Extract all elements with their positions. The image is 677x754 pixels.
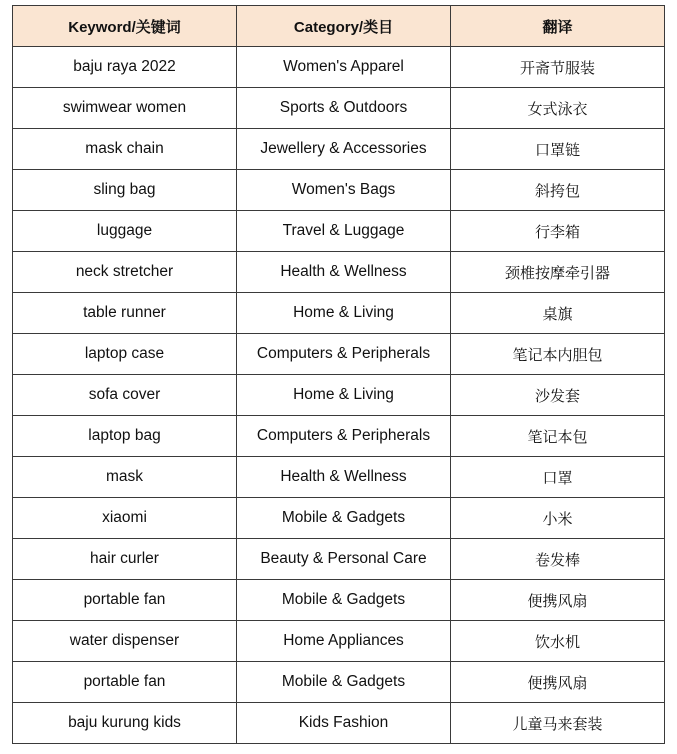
- category-cell: Beauty & Personal Care: [237, 539, 451, 580]
- header-row: [13, 6, 665, 47]
- keyword-cell: portable fan: [13, 580, 237, 621]
- category-cell: Mobile & Gadgets: [237, 580, 451, 621]
- translation-cell: 卷发棒: [451, 539, 665, 580]
- table-row: [13, 129, 665, 170]
- table-row: [13, 252, 665, 293]
- keyword-cell: mask chain: [13, 129, 237, 170]
- category-cell: Home Appliances: [237, 621, 451, 662]
- keyword-cell: laptop case: [13, 334, 237, 375]
- table-body: [13, 47, 665, 744]
- keyword-cell: luggage: [13, 211, 237, 252]
- category-cell: Home & Living: [237, 293, 451, 334]
- table-row: [13, 498, 665, 539]
- keyword-cell: neck stretcher: [13, 252, 237, 293]
- translation-cell: 女式泳衣: [451, 88, 665, 129]
- header-translation: 翻译: [451, 6, 665, 47]
- table-row: [13, 703, 665, 744]
- translation-cell: 便携风扇: [451, 580, 665, 621]
- translation-cell: 小米: [451, 498, 665, 539]
- table-row: [13, 621, 665, 662]
- translation-cell: 口罩: [451, 457, 665, 498]
- header-keyword: Keyword/关键词: [13, 6, 237, 47]
- translation-cell: 笔记本内胆包: [451, 334, 665, 375]
- table-row: [13, 416, 665, 457]
- keyword-cell: swimwear women: [13, 88, 237, 129]
- table-row: [13, 293, 665, 334]
- translation-cell: 颈椎按摩牵引器: [451, 252, 665, 293]
- keyword-cell: laptop bag: [13, 416, 237, 457]
- category-cell: Health & Wellness: [237, 457, 451, 498]
- table-row: [13, 457, 665, 498]
- category-cell: Women's Bags: [237, 170, 451, 211]
- table-row: [13, 580, 665, 621]
- keyword-cell: xiaomi: [13, 498, 237, 539]
- header-category: Category/类目: [237, 6, 451, 47]
- category-cell: Mobile & Gadgets: [237, 662, 451, 703]
- category-cell: Home & Living: [237, 375, 451, 416]
- category-cell: Women's Apparel: [237, 47, 451, 88]
- category-cell: Computers & Peripherals: [237, 334, 451, 375]
- category-cell: Mobile & Gadgets: [237, 498, 451, 539]
- translation-cell: 沙发套: [451, 375, 665, 416]
- keyword-cell: baju kurung kids: [13, 703, 237, 744]
- table-row: [13, 211, 665, 252]
- table-row: [13, 662, 665, 703]
- keyword-cell: hair curler: [13, 539, 237, 580]
- keyword-cell: mask: [13, 457, 237, 498]
- table-row: [13, 334, 665, 375]
- translation-cell: 儿童马来套装: [451, 703, 665, 744]
- keyword-cell: water dispenser: [13, 621, 237, 662]
- category-cell: Health & Wellness: [237, 252, 451, 293]
- table-row: [13, 539, 665, 580]
- category-cell: Computers & Peripherals: [237, 416, 451, 457]
- translation-cell: 斜挎包: [451, 170, 665, 211]
- translation-cell: 便携风扇: [451, 662, 665, 703]
- table-row: [13, 88, 665, 129]
- keyword-cell: sofa cover: [13, 375, 237, 416]
- keyword-cell: portable fan: [13, 662, 237, 703]
- translation-cell: 口罩链: [451, 129, 665, 170]
- category-cell: Kids Fashion: [237, 703, 451, 744]
- table-row: [13, 375, 665, 416]
- translation-cell: 行李箱: [451, 211, 665, 252]
- table-row: [13, 47, 665, 88]
- translation-cell: 桌旗: [451, 293, 665, 334]
- keyword-cell: baju raya 2022: [13, 47, 237, 88]
- keyword-cell: sling bag: [13, 170, 237, 211]
- keyword-cell: table runner: [13, 293, 237, 334]
- category-cell: Sports & Outdoors: [237, 88, 451, 129]
- category-cell: Jewellery & Accessories: [237, 129, 451, 170]
- translation-cell: 笔记本包: [451, 416, 665, 457]
- translation-cell: 饮水机: [451, 621, 665, 662]
- table-row: [13, 170, 665, 211]
- translation-cell: 开斋节服装: [451, 47, 665, 88]
- keyword-table: [12, 5, 665, 744]
- category-cell: Travel & Luggage: [237, 211, 451, 252]
